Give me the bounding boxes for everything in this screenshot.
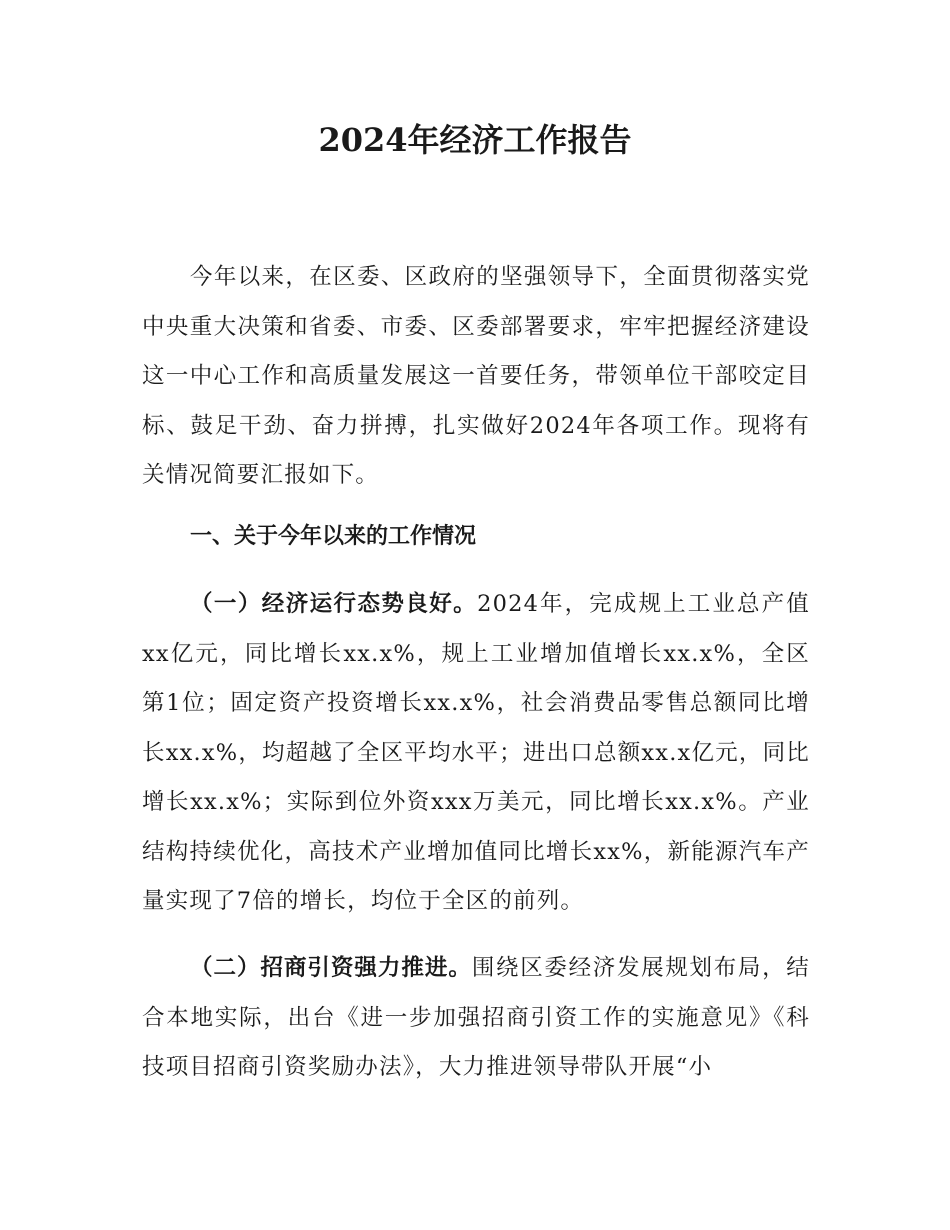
item-lead: （一）经济运行态势良好。: [190, 591, 478, 617]
section-heading: 一、关于今年以来的工作情况: [190, 524, 477, 549]
document-title: 2024年经济工作报告: [318, 121, 632, 159]
item-paragraph-economy: [142, 580, 810, 927]
item-text: 围绕区委经济发展规划布局，结合本地实际，出台《进一步加强招商引资工作的实施意见》《科技项目招商引资奖励办法》，大力推进领导带队开展“小: [142, 955, 810, 1080]
item-text: 2024年，完成规上工业总产值xx亿元，同比增长xx.x%，规上工业增加值增长xx.x%，全区第1位；固定资产投资增长xx.x%，社会消费品零售总额同比增长xx.x%，均超越了全区平均水平；进出口总额xx.x亿元，同比增长xx.x%；实际到位外资xxx万美元，同比增长xx.x%。产业结构持续优化，高技术产业增加值同比增长xx%，新能源汽车产量实现了7倍的增长，均位于全区的前列。: [142, 591, 810, 914]
intro-paragraph: 今年以来，在区委、区政府的坚强领导下，全面贯彻落实党中央重大决策和省委、市委、区委部署要求，牢牢把握经济建设这一中心工作和高质量发展这一首要任务，带领单位干部咬定目标、鼓足干劲、奋力拼搏，扎实做好2024年各项工作。现将有关情况简要汇报如下。: [142, 264, 810, 488]
item-paragraph-investment: [142, 944, 810, 1093]
item-lead: （二）招商引资强力推进。: [190, 955, 472, 981]
